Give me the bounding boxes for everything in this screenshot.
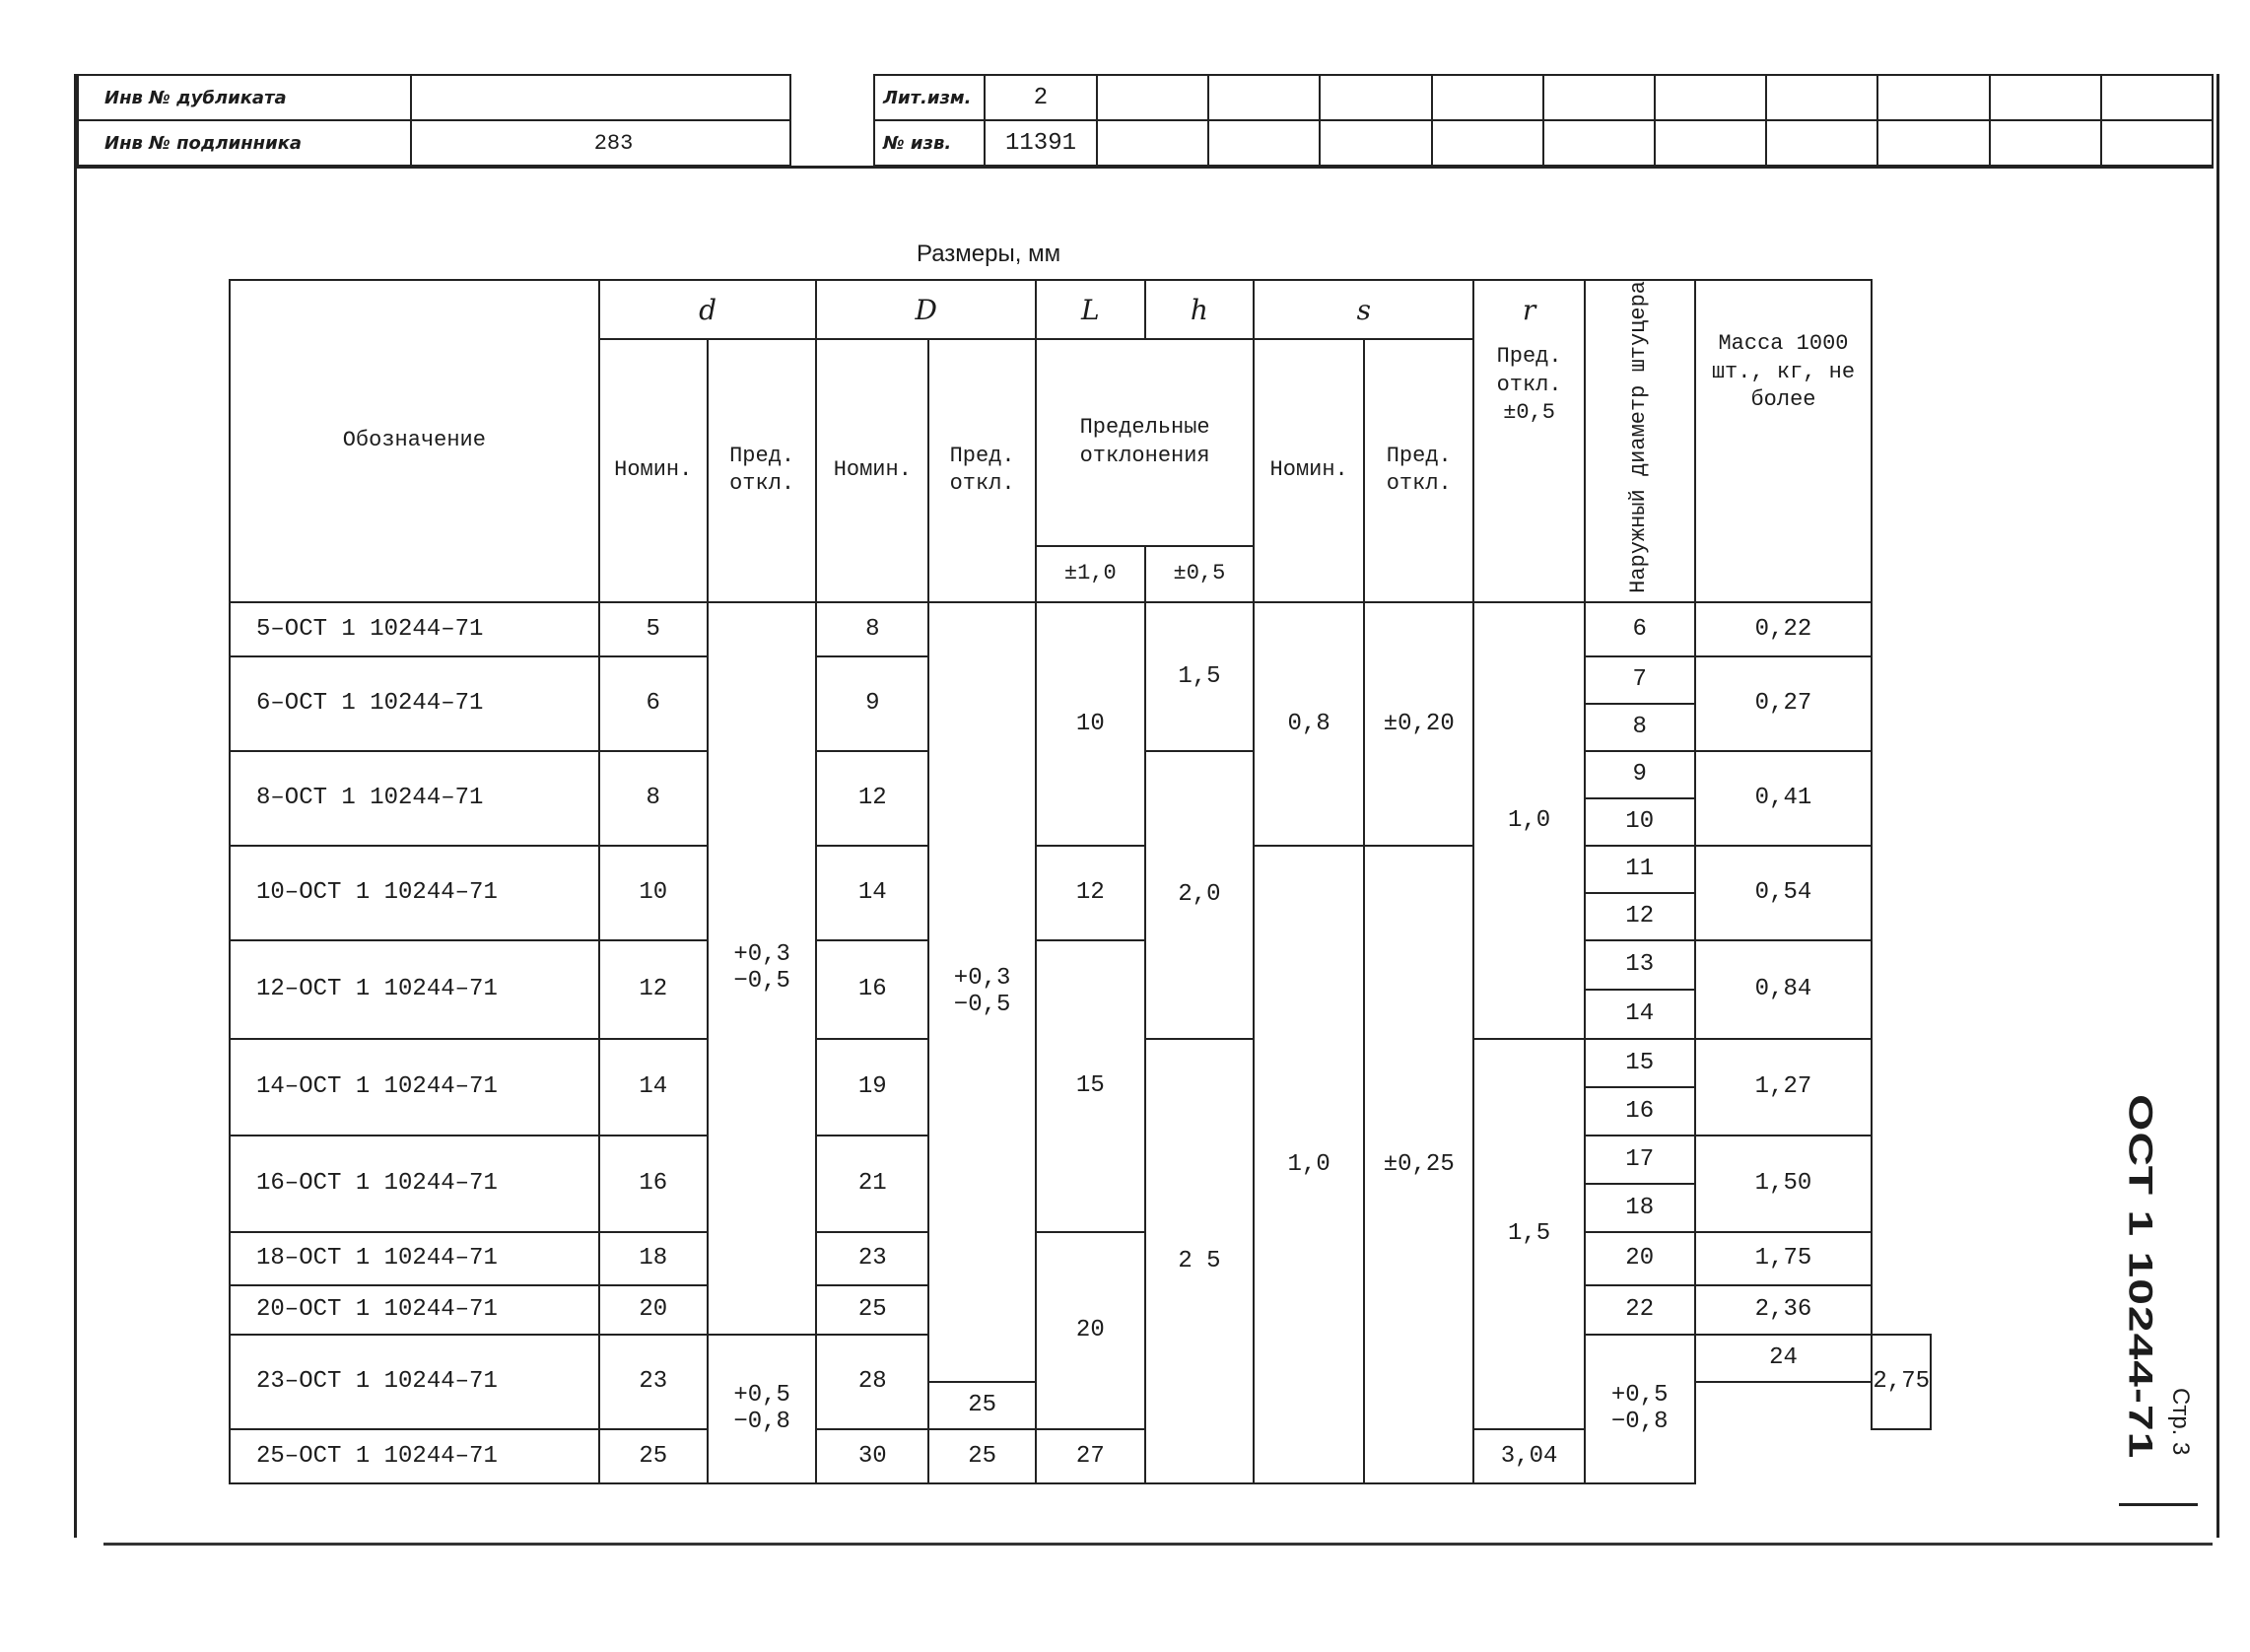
h-cell: 2,0 xyxy=(1145,751,1255,1039)
outer-diameter-cell: 24 xyxy=(1695,1335,1873,1382)
mass-cell: 0,84 xyxy=(1695,940,1873,1039)
revision-cell xyxy=(1208,120,1320,166)
D-nominal-cell: 12 xyxy=(816,751,928,846)
outer-diameter-cell: 12 xyxy=(1585,893,1695,940)
mass-cell: 2,75 xyxy=(1872,1335,1931,1429)
revision-cell xyxy=(1877,120,1989,166)
mass-header: Масса 1000 шт., кг, не более xyxy=(1695,280,1873,602)
D-nominal-header: Номин. xyxy=(816,339,928,602)
outer-diameter-cell: 15 xyxy=(1585,1039,1695,1087)
designation-cell: 8–ОСТ 1 10244–71 xyxy=(230,751,599,846)
mass-cell: 2,36 xyxy=(1695,1285,1873,1335)
d-nominal-header: Номин. xyxy=(599,339,708,602)
r-cell: 1,0 xyxy=(1473,602,1585,1039)
revision-letter-label: Лит.изм. xyxy=(874,75,985,120)
D-nominal-cell: 30 xyxy=(816,1429,928,1483)
designation-cell: 25–ОСТ 1 10244–71 xyxy=(230,1429,599,1483)
L-cell: 20 xyxy=(1036,1232,1145,1429)
page-number: Стр. 3 xyxy=(2167,1388,2194,1456)
L-cell: 10 xyxy=(1036,602,1145,846)
mass-cell: 0,22 xyxy=(1695,602,1873,656)
revision-cell xyxy=(1766,120,1877,166)
dimensions-table xyxy=(229,279,1932,1484)
outer-diameter-cell: 16 xyxy=(1585,1087,1695,1136)
revision-cell xyxy=(1543,120,1655,166)
outer-diameter-cell: 17 xyxy=(1585,1136,1695,1184)
revision-stamp xyxy=(873,74,2214,167)
h-cell: 1,5 xyxy=(1145,602,1255,751)
d-nominal-cell: 12 xyxy=(599,940,708,1039)
outer-diameter-cell: 6 xyxy=(1585,602,1695,656)
outer-diameter-cell: 25 xyxy=(928,1382,1036,1429)
D-nominal-cell: 25 xyxy=(816,1285,928,1335)
outer-diameter-cell: 7 xyxy=(1585,656,1695,704)
revision-cell xyxy=(2101,75,2213,120)
outer-diameter-cell: 9 xyxy=(1585,751,1695,798)
designation-cell: 20–ОСТ 1 10244–71 xyxy=(230,1285,599,1335)
revision-cell xyxy=(1766,75,1877,120)
revision-cell xyxy=(1543,75,1655,120)
standard-code: ОСТ 1 10244-71 xyxy=(2121,1094,2159,1460)
s-nominal-cell: 0,8 xyxy=(1254,602,1364,846)
D-nominal-cell: 14 xyxy=(816,846,928,940)
revision-cell xyxy=(1432,120,1543,166)
outer-diameter-cell: 10 xyxy=(1585,798,1695,846)
revision-cell xyxy=(1990,120,2101,166)
revision-cell xyxy=(1432,75,1543,120)
D-nominal-cell: 9 xyxy=(816,656,928,751)
designation-cell: 18–ОСТ 1 10244–71 xyxy=(230,1232,599,1285)
L-tolerance-header: ±1,0 xyxy=(1036,546,1145,602)
table-row xyxy=(230,1232,1931,1285)
designation-cell: 16–ОСТ 1 10244–71 xyxy=(230,1136,599,1232)
inventory-stamp xyxy=(77,74,791,167)
revision-cell xyxy=(1097,75,1208,120)
mass-cell: 1,75 xyxy=(1695,1232,1873,1285)
mass-cell: 3,04 xyxy=(1473,1429,1585,1483)
d-deviation-cell: +0,5 −0,8 xyxy=(708,1335,817,1483)
revision-cell xyxy=(1877,75,1989,120)
outer-diameter-cell: 13 xyxy=(1585,940,1695,990)
d-nominal-cell: 18 xyxy=(599,1232,708,1285)
mass-cell: 1,50 xyxy=(1695,1136,1873,1232)
L-cell: 12 xyxy=(1036,846,1145,940)
d-nominal-cell: 8 xyxy=(599,751,708,846)
s-deviation-header: Пред. откл. xyxy=(1364,339,1473,602)
table-row xyxy=(230,602,1931,656)
table-row xyxy=(230,846,1931,893)
D-nominal-cell: 28 xyxy=(816,1335,928,1429)
D-deviation-cell: +0,3 −0,5 xyxy=(928,602,1036,1382)
outer-diameter-cell: 11 xyxy=(1585,846,1695,893)
mass-cell: 1,27 xyxy=(1695,1039,1873,1136)
s-nominal-header: Номин. xyxy=(1254,339,1364,602)
outer-diameter-cell: 20 xyxy=(1585,1232,1695,1285)
h-cell: 2 5 xyxy=(1145,1039,1255,1483)
original-inventory-label: Инв № подлинника xyxy=(78,120,411,166)
r-cell: 1,5 xyxy=(1473,1039,1585,1429)
d-deviation-header: Пред. откл. xyxy=(708,339,817,602)
d-header: d xyxy=(599,280,817,339)
d-nominal-cell: 23 xyxy=(599,1335,708,1429)
revision-cell xyxy=(1097,120,1208,166)
d-nominal-cell: 25 xyxy=(599,1429,708,1483)
revision-letter-value: 2 xyxy=(985,75,1097,120)
limits-header: Предельные отклонения xyxy=(1036,339,1254,546)
revision-cell xyxy=(1320,75,1431,120)
designation-header: Обозначение xyxy=(230,280,599,602)
D-deviation-cell: +0,5 −0,8 xyxy=(1585,1335,1695,1483)
designation-cell: 12–ОСТ 1 10244–71 xyxy=(230,940,599,1039)
outer-diameter-cell: 18 xyxy=(1585,1184,1695,1232)
s-nominal-cell: 1,0 xyxy=(1254,846,1364,1483)
designation-cell: 10–ОСТ 1 10244–71 xyxy=(230,846,599,940)
d-nominal-cell: 5 xyxy=(599,602,708,656)
L-cell: 25 xyxy=(928,1429,1036,1483)
h-tolerance-header: ±0,5 xyxy=(1145,546,1255,602)
notice-number-value: 11391 xyxy=(985,120,1097,166)
d-nominal-cell: 14 xyxy=(599,1039,708,1136)
outer-diameter-cell: 14 xyxy=(1585,990,1695,1039)
designation-cell: 14–ОСТ 1 10244–71 xyxy=(230,1039,599,1136)
D-nominal-cell: 16 xyxy=(816,940,928,1039)
h-header: h xyxy=(1145,280,1255,339)
outer-diameter-cell: 22 xyxy=(1585,1285,1695,1335)
duplicate-inventory-label: Инв № дубликата xyxy=(78,75,411,120)
L-cell: 15 xyxy=(1036,940,1145,1232)
table-row xyxy=(230,940,1931,990)
d-nominal-cell: 10 xyxy=(599,846,708,940)
D-header: D xyxy=(816,280,1036,339)
standard-code-block xyxy=(2119,1094,2198,1506)
s-deviation-cell: ±0,25 xyxy=(1364,846,1473,1483)
D-nominal-cell: 21 xyxy=(816,1136,928,1232)
original-inventory-value: 283 xyxy=(411,120,790,166)
revision-cell xyxy=(1655,75,1766,120)
D-deviation-header: Пред. откл. xyxy=(928,339,1036,602)
designation-cell: 23–ОСТ 1 10244–71 xyxy=(230,1335,599,1429)
D-nominal-cell: 8 xyxy=(816,602,928,656)
r-header: r xyxy=(1473,280,1585,339)
D-nominal-cell: 19 xyxy=(816,1039,928,1136)
frame-bottom-rule xyxy=(103,1543,2213,1546)
duplicate-inventory-value xyxy=(411,75,790,120)
revision-cell xyxy=(1208,75,1320,120)
d-nominal-cell: 16 xyxy=(599,1136,708,1232)
d-nominal-cell: 6 xyxy=(599,656,708,751)
outer-diameter-header: Наружный диаметр штуцера xyxy=(1585,280,1695,602)
revision-cell xyxy=(2101,120,2213,166)
d-deviation-cell: +0,3 −0,5 xyxy=(708,602,817,1335)
s-header: s xyxy=(1254,280,1473,339)
mass-cell: 0,27 xyxy=(1695,656,1873,751)
revision-cell xyxy=(1320,120,1431,166)
outer-diameter-cell: 8 xyxy=(1585,704,1695,751)
L-header: L xyxy=(1036,280,1145,339)
mass-cell: 0,54 xyxy=(1695,846,1873,940)
notice-number-label: № изв. xyxy=(874,120,985,166)
designation-cell: 6–ОСТ 1 10244–71 xyxy=(230,656,599,751)
d-nominal-cell: 20 xyxy=(599,1285,708,1335)
s-deviation-cell: ±0,20 xyxy=(1364,602,1473,846)
outer-diameter-cell: 27 xyxy=(1036,1429,1145,1483)
revision-cell xyxy=(1655,120,1766,166)
revision-cell xyxy=(1990,75,2101,120)
table-caption: Размеры, мм xyxy=(917,241,1061,267)
mass-cell: 0,41 xyxy=(1695,751,1873,846)
D-nominal-cell: 23 xyxy=(816,1232,928,1285)
r-deviation-header: Пред. откл. ±0,5 xyxy=(1473,339,1585,602)
designation-cell: 5–ОСТ 1 10244–71 xyxy=(230,602,599,656)
